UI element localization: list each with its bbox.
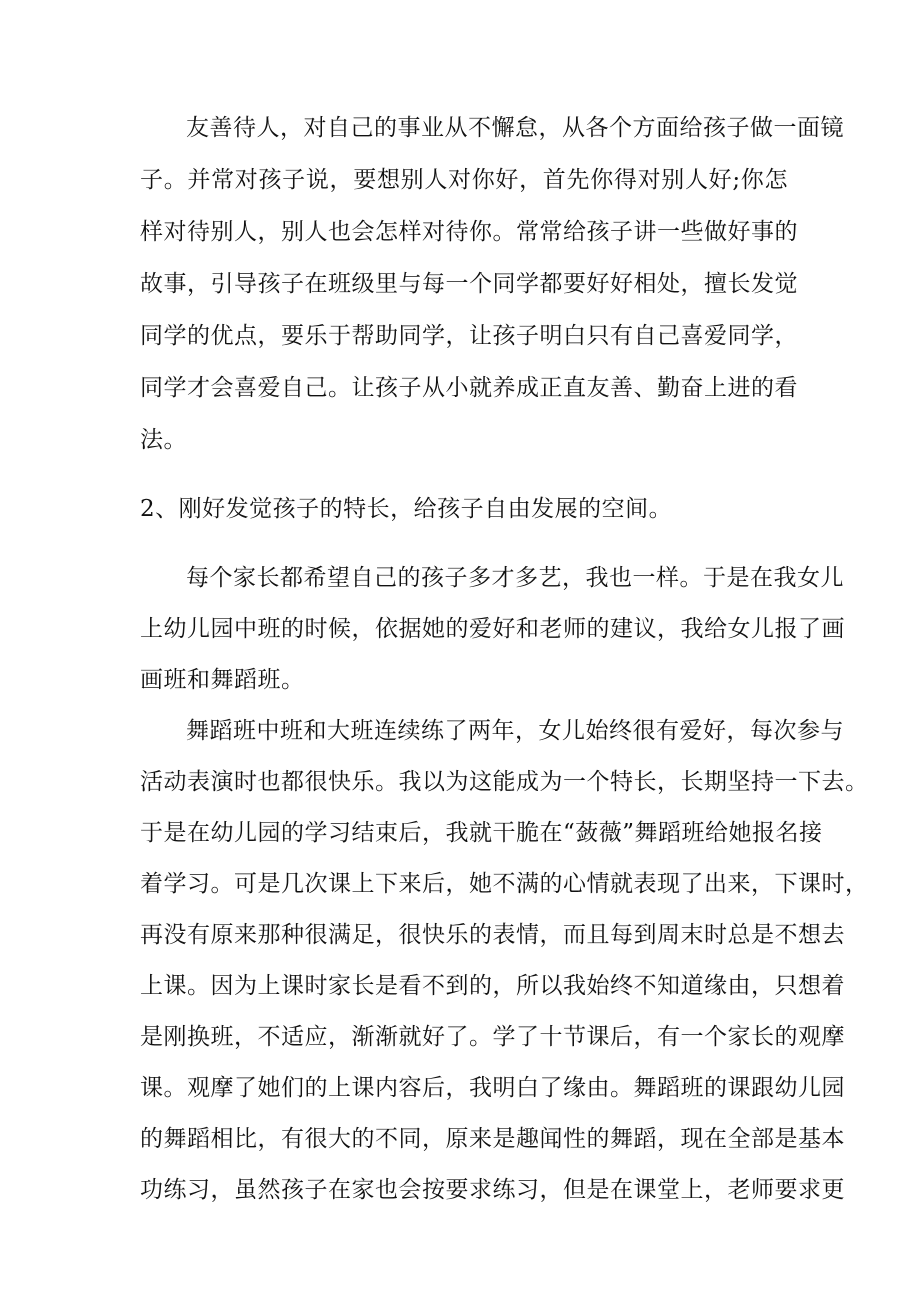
document-page: [140, 102, 869, 1216]
paragraph-line: 画班和舞蹈班。: [140, 667, 305, 693]
paragraph-line: 友善待人，对自己的事业从不懈怠，从各个方面给孩子做一面镜: [186, 115, 844, 141]
heading-text: 2、刚好发觉孩子的特长，给孩子自由发展的空间。: [140, 496, 673, 522]
paragraph-line: 法。: [140, 427, 187, 453]
section-heading-2: [140, 483, 788, 535]
paragraph-line: 同学才会喜爱自己。让孩子从小就养成正直友善、勤奋上进的看: [140, 375, 798, 401]
paragraph-line: 上课。因为上课时家长是看不到的，所以我始终不知道缘由，只想着: [140, 973, 845, 999]
paragraph-line: 子。并常对孩子说，要想别人对你好，首先你得对别人好;你怎: [140, 167, 788, 193]
paragraph-line: 再没有原来那种很满足，很快乐的表情，而且每到周末时总是不想去: [140, 922, 845, 948]
paragraph-line: 课。观摩了她们的上课内容后，我明白了缘由。舞蹈班的课跟幼儿园: [140, 1075, 845, 1101]
paragraph-line: 着学习。可是几次课上下来后，她不满的心情就表现了出来，下课时，: [140, 871, 869, 897]
paragraph-line: 舞蹈班中班和大班连续练了两年，女儿始终很有爱好，每次参与: [186, 718, 844, 744]
paragraph-line: 故事，引导孩子在班级里与每一个同学都要好好相处，擅长发觉: [140, 271, 798, 297]
paragraph-2: [140, 553, 845, 706]
paragraph-line: 的舞蹈相比，有很大的不同，原来是趣闻性的舞蹈，现在全部是基本: [140, 1126, 845, 1152]
paragraph-line: 每个家长都希望自己的孩子多才多艺，我也一样。于是在我女儿: [186, 565, 844, 591]
paragraph-line: 同学的优点，要乐于帮助同学，让孩子明白只有自己喜爱同学，: [140, 323, 798, 349]
paragraph-line: 活动表演时也都很快乐。我以为这能成为一个特长，长期坚持一下去。: [140, 769, 869, 795]
paragraph-line: 功练习，虽然孩子在家也会按要求练习，但是在课堂上，老师要求更: [140, 1177, 845, 1203]
paragraph-1: [140, 102, 844, 466]
paragraph-line: 是刚换班，不适应，渐渐就好了。学了十节课后，有一个家长的观摩: [140, 1024, 845, 1050]
paragraph-3: [140, 706, 869, 1216]
paragraph-line: 于是在幼儿园的学习结束后，我就干脆在“蔹薇”舞蹈班给她报名接: [140, 820, 823, 846]
paragraph-line: 样对待别人，别人也会怎样对待你。常常给孩子讲一些做好事的: [140, 219, 798, 245]
paragraph-line: 上幼儿园中班的时候，依据她的爱好和老师的建议，我给女儿报了画: [140, 616, 845, 642]
